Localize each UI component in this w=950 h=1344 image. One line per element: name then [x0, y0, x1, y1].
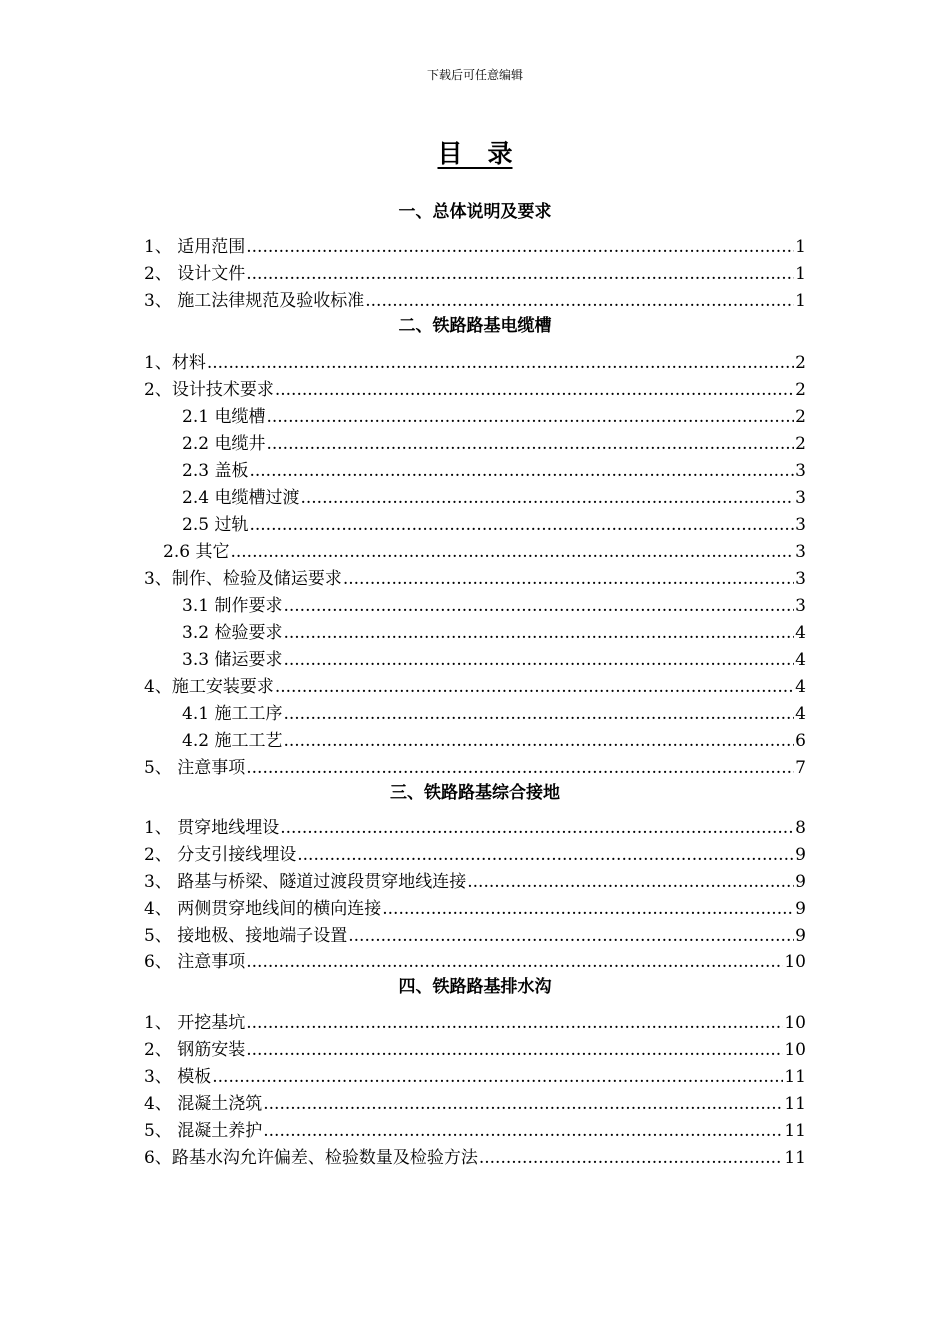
- toc-entry[interactable]: [144, 290, 806, 312]
- toc-entry-page-number: 2: [795, 434, 806, 454]
- toc-entry-label: 2.6 其它: [163, 542, 230, 562]
- dot-leader: [479, 1147, 784, 1169]
- toc-entry-page-number: 9: [795, 926, 806, 946]
- toc-entry-label: 5、 混凝土养护: [144, 1121, 263, 1141]
- toc-entry[interactable]: [144, 1093, 806, 1115]
- toc-title-text: 目 录: [437, 139, 513, 168]
- toc-entry-label: 2.2 电缆井: [182, 434, 266, 454]
- dot-leader: [283, 703, 794, 725]
- dot-leader: [266, 433, 794, 455]
- toc-entry-label: 5、 接地极、接地端子设置: [144, 926, 348, 946]
- toc-entry[interactable]: [144, 1012, 806, 1034]
- toc-entry-page-number: 3: [795, 596, 806, 616]
- toc-entry[interactable]: [144, 757, 806, 779]
- dot-leader: [266, 406, 794, 428]
- toc-entry-page-number: 1: [795, 291, 806, 311]
- toc-entry-label: 6、 注意事项: [144, 952, 246, 972]
- toc-entry-page-number: 7: [795, 758, 806, 778]
- toc-entry-label: 2.5 过轨: [182, 515, 249, 535]
- toc-entry-page-number: 6: [795, 731, 806, 751]
- dot-leader: [275, 676, 794, 698]
- toc-entry[interactable]: [182, 487, 806, 509]
- toc-entry-page-number: 2: [795, 380, 806, 400]
- dot-leader: [246, 951, 783, 973]
- toc-entry-page-number: 11: [784, 1067, 806, 1087]
- dot-leader: [283, 622, 794, 644]
- toc-entry-label: 1、 开挖基坑: [144, 1013, 246, 1033]
- toc-entry-page-number: 1: [795, 237, 806, 257]
- dot-leader: [283, 649, 794, 671]
- toc-entry-label: 1、 适用范围: [144, 237, 246, 257]
- dot-leader: [382, 898, 794, 920]
- toc-entry-label: 3.2 检验要求: [182, 623, 283, 643]
- dot-leader: [230, 541, 794, 563]
- toc-entry-label: 3.1 制作要求: [182, 596, 283, 616]
- toc-entry-page-number: 9: [795, 845, 806, 865]
- toc-entry-label: 2、 分支引接线埋设: [144, 845, 297, 865]
- header-note: 下载后可任意编辑: [426, 68, 523, 82]
- toc-entry-page-number: 10: [784, 1013, 806, 1033]
- toc-entry-label: 2.3 盖板: [182, 461, 249, 481]
- toc-entry[interactable]: [144, 871, 806, 893]
- toc-entry[interactable]: [144, 263, 806, 285]
- toc-entry[interactable]: [144, 817, 806, 839]
- toc-entry[interactable]: [182, 649, 806, 671]
- dot-leader: [249, 514, 794, 536]
- toc-entry-page-number: 3: [795, 515, 806, 535]
- toc-entry[interactable]: [144, 1039, 806, 1061]
- toc-entry-label: 2.1 电缆槽: [182, 407, 266, 427]
- toc-entry-page-number: 10: [784, 952, 806, 972]
- toc-entry-page-number: 4: [795, 704, 806, 724]
- dot-leader: [297, 844, 794, 866]
- toc-entry-label: 3、 路基与桥梁、隧道过渡段贯穿地线连接: [144, 872, 467, 892]
- toc-entry[interactable]: [144, 1066, 806, 1088]
- toc-entry[interactable]: [182, 406, 806, 428]
- section-heading: 二、铁路路基电缆槽: [398, 316, 552, 336]
- toc-entry-page-number: 2: [795, 407, 806, 427]
- toc-entry-page-number: 3: [795, 488, 806, 508]
- toc-entry[interactable]: [144, 379, 806, 401]
- toc-entry-label: 5、 注意事项: [144, 758, 246, 778]
- toc-entry-label: 6、路基水沟允许偏差、检验数量及检验方法: [144, 1148, 478, 1168]
- dot-leader: [263, 1093, 783, 1115]
- dot-leader: [275, 379, 794, 401]
- dot-leader: [467, 871, 794, 893]
- toc-entry-label: 3.3 储运要求: [182, 650, 283, 670]
- toc-entry[interactable]: [182, 460, 806, 482]
- toc-entry[interactable]: [144, 236, 806, 258]
- toc-entry-page-number: 11: [784, 1148, 806, 1168]
- toc-entry[interactable]: [182, 595, 806, 617]
- toc-entry-label: 4.2 施工工艺: [182, 731, 283, 751]
- toc-entry-page-number: 10: [784, 1040, 806, 1060]
- dot-leader: [246, 757, 794, 779]
- dot-leader: [246, 236, 794, 258]
- toc-entry[interactable]: [144, 1120, 806, 1142]
- toc-entry-label: 2、设计技术要求: [144, 380, 274, 400]
- section-heading: 四、铁路路基排水沟: [398, 977, 552, 997]
- dot-leader: [343, 568, 794, 590]
- toc-entry-page-number: 3: [795, 461, 806, 481]
- toc-title: [0, 134, 950, 170]
- toc-entry-label: 4.1 施工工序: [182, 704, 283, 724]
- dot-leader: [300, 487, 794, 509]
- toc-entry-page-number: 3: [795, 569, 806, 589]
- toc-entry[interactable]: [144, 898, 806, 920]
- dot-leader: [212, 1066, 783, 1088]
- dot-leader: [283, 730, 794, 752]
- toc-entry[interactable]: [182, 703, 806, 725]
- toc-entry-label: 4、 混凝土浇筑: [144, 1094, 263, 1114]
- toc-entry-page-number: 2: [795, 353, 806, 373]
- toc-entry-label: 1、 贯穿地线埋设: [144, 818, 280, 838]
- dot-leader: [263, 1120, 783, 1142]
- dot-leader: [365, 290, 794, 312]
- toc-entry[interactable]: [144, 352, 806, 374]
- toc-entry[interactable]: [144, 844, 806, 866]
- section-heading: 一、总体说明及要求: [398, 202, 552, 222]
- toc-entry[interactable]: [163, 541, 806, 563]
- toc-entry-page-number: 4: [795, 677, 806, 697]
- dot-leader: [249, 460, 794, 482]
- toc-entry[interactable]: [182, 622, 806, 644]
- toc-entry[interactable]: [144, 925, 806, 947]
- toc-entry-label: 3、制作、检验及储运要求: [144, 569, 342, 589]
- toc-entry-label: 4、 两侧贯穿地线间的横向连接: [144, 899, 382, 919]
- toc-entry-page-number: 9: [795, 872, 806, 892]
- dot-leader: [246, 1039, 783, 1061]
- toc-entry-page-number: 3: [795, 542, 806, 562]
- section-heading: 三、铁路路基综合接地: [390, 783, 560, 803]
- dot-leader: [246, 263, 794, 285]
- toc-entry-page-number: 4: [795, 650, 806, 670]
- toc-entry-label: 4、施工安装要求: [144, 677, 274, 697]
- dot-leader: [246, 1012, 783, 1034]
- toc-entry-page-number: 4: [795, 623, 806, 643]
- toc-entry[interactable]: [144, 676, 806, 698]
- toc-entry-label: 2、 设计文件: [144, 264, 246, 284]
- toc-entry[interactable]: [144, 1147, 806, 1169]
- toc-entry-page-number: 1: [795, 264, 806, 284]
- dot-leader: [207, 352, 794, 374]
- toc-entry[interactable]: [144, 568, 806, 590]
- toc-entry-label: 1、材料: [144, 353, 206, 373]
- toc-entry-label: 2.4 电缆槽过渡: [182, 488, 300, 508]
- toc-entry[interactable]: [182, 514, 806, 536]
- dot-leader: [283, 595, 794, 617]
- toc-entry-label: 3、 模板: [144, 1067, 212, 1087]
- toc-entry-label: 2、 钢筋安装: [144, 1040, 246, 1060]
- toc-entry-page-number: 8: [795, 818, 806, 838]
- toc-entry-label: 3、 施工法律规范及验收标准: [144, 291, 365, 311]
- toc-entry-page-number: 9: [795, 899, 806, 919]
- toc-entry[interactable]: [182, 433, 806, 455]
- toc-entry-page-number: 11: [784, 1094, 806, 1114]
- dot-leader: [280, 817, 794, 839]
- dot-leader: [348, 925, 794, 947]
- toc-entry[interactable]: [144, 951, 806, 973]
- toc-entry-page-number: 11: [784, 1121, 806, 1141]
- toc-entry[interactable]: [182, 730, 806, 752]
